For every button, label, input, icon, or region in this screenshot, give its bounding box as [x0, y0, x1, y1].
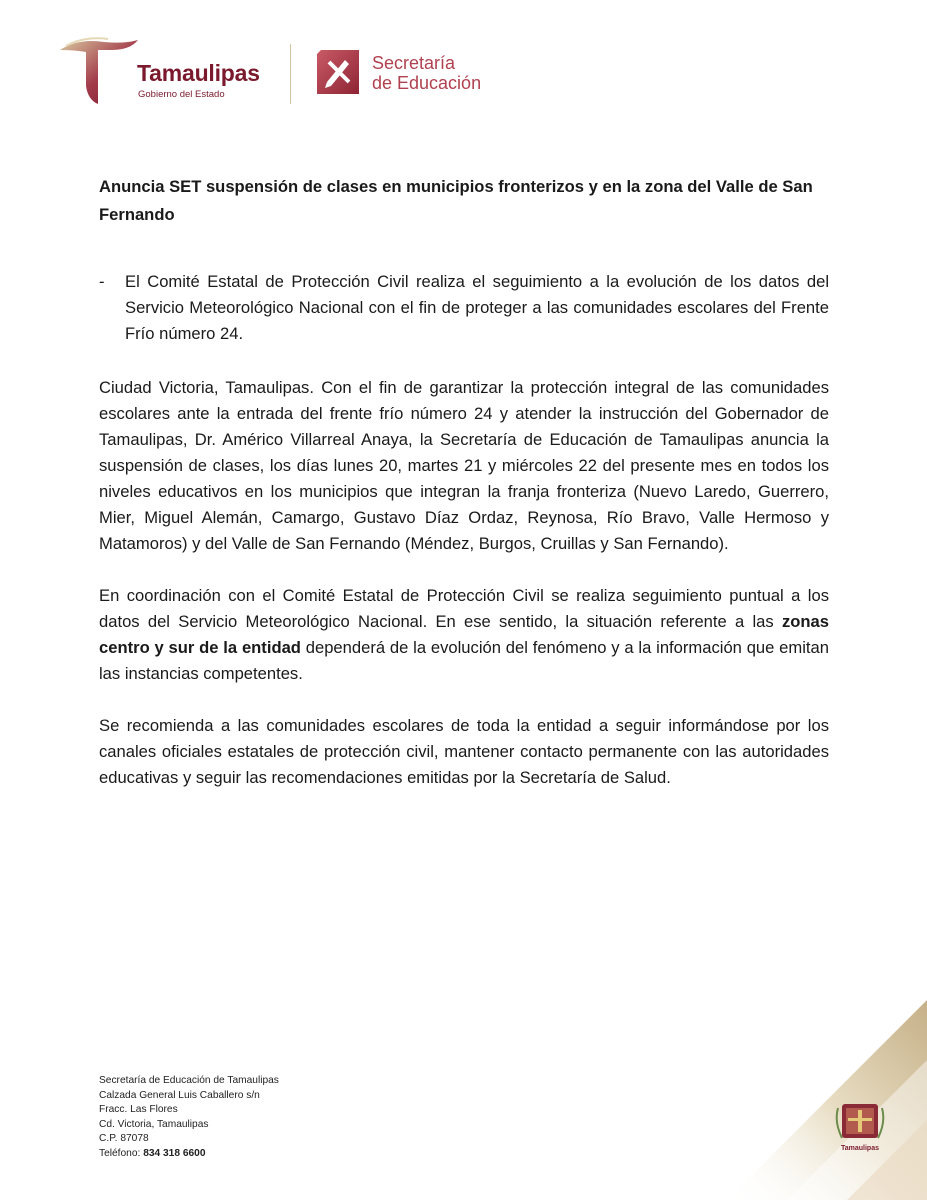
brand-name: Tamaulipas	[137, 60, 260, 86]
paragraph-2-start: En coordinación con el Comité Estatal de Protección Civil se realiza seguimiento puntual a los datos del Servicio Meteorológico Nacional. En ese sentido, la situación referente a las	[99, 586, 829, 631]
pencil-ruler-icon	[315, 48, 361, 96]
summary-bullet	[99, 269, 829, 347]
tamaulipas-t-logo-icon	[58, 36, 140, 106]
footer-line-4: Cd. Victoria, Tamaulipas	[99, 1118, 209, 1130]
footer-line-3: Fracc. Las Flores	[99, 1104, 178, 1115]
footer-phone	[99, 1147, 279, 1162]
paragraph-1: Ciudad Victoria, Tamaulipas. Con el fin de garantizar la protección integral de las comunidades escolares ante la entrada del frente frío número 24 y atender la instrucción del Gobernador de Tamaulipas, Dr. Américo Villarreal Anaya, la Secretaría de Educación de Tamaulipas anuncia la suspensión de clases, los días lunes 20, martes 21 y miércoles 22 del presente mes en todos los niveles educativos en los municipios que integran la franja fronteriza (Nuevo Laredo, Guerrero, Mier, Miguel Alemán, Camargo, Gustavo Díaz Ordaz, Reynosa, Río Bravo, Valle Hermoso y Matamoros) y del Valle de San Fernando (Méndez, Burgos, Cruillas y San Fernando).	[99, 378, 829, 553]
footer-phone-label: Teléfono:	[99, 1147, 144, 1159]
footer-address	[99, 1074, 279, 1161]
paragraph-2	[99, 583, 829, 687]
paragraph-3: Se recomienda a las comunidades escolares de toda la entidad a seguir informándose por los canales oficiales estatales de protección civil, mantener contacto permanente con las autoridades educativas y seguir las recomendaciones emitidas por la Secretaría de Salud.	[99, 716, 829, 787]
footer-line-2: Calzada General Luis Caballero s/n	[99, 1089, 260, 1101]
bullet-dash: -	[99, 272, 105, 291]
paragraph-2-end: dependerá de la evolución del fenómeno y a la información que emitan las instancias competentes.	[99, 638, 829, 683]
footer-line-1: Secretaría de Educación de Tamaulipas	[99, 1075, 279, 1086]
document-body	[99, 173, 829, 817]
paragraph-2-bold: zonas centro y sur de la entidad	[99, 612, 829, 657]
secretaria-title	[372, 53, 481, 93]
header-divider	[290, 44, 291, 104]
state-coat-of-arms-icon	[834, 1098, 886, 1160]
brand-subtitle: Gobierno del Estado	[138, 89, 225, 100]
document-title: Anuncia SET suspensión de clases en municipios fronterizos y en la zona del Valle de San Fernando	[99, 177, 813, 224]
page-header	[0, 0, 927, 120]
footer-phone-number: 834 318 6600	[143, 1147, 206, 1159]
corner-decoration	[667, 940, 927, 1200]
footer-line-5: C.P. 87078	[99, 1133, 149, 1144]
secretaria-line2: de Educación	[372, 73, 482, 93]
seal-caption: Tamaulipas	[841, 1145, 879, 1152]
bullet-text: El Comité Estatal de Protección Civil realiza el seguimiento a la evolución de los datos del Servicio Meteorológico Nacional con el fin de proteger a las comunidades escolares del Frente Frío número 24.	[125, 272, 829, 343]
secretaria-line1: Secretaría	[372, 53, 456, 73]
